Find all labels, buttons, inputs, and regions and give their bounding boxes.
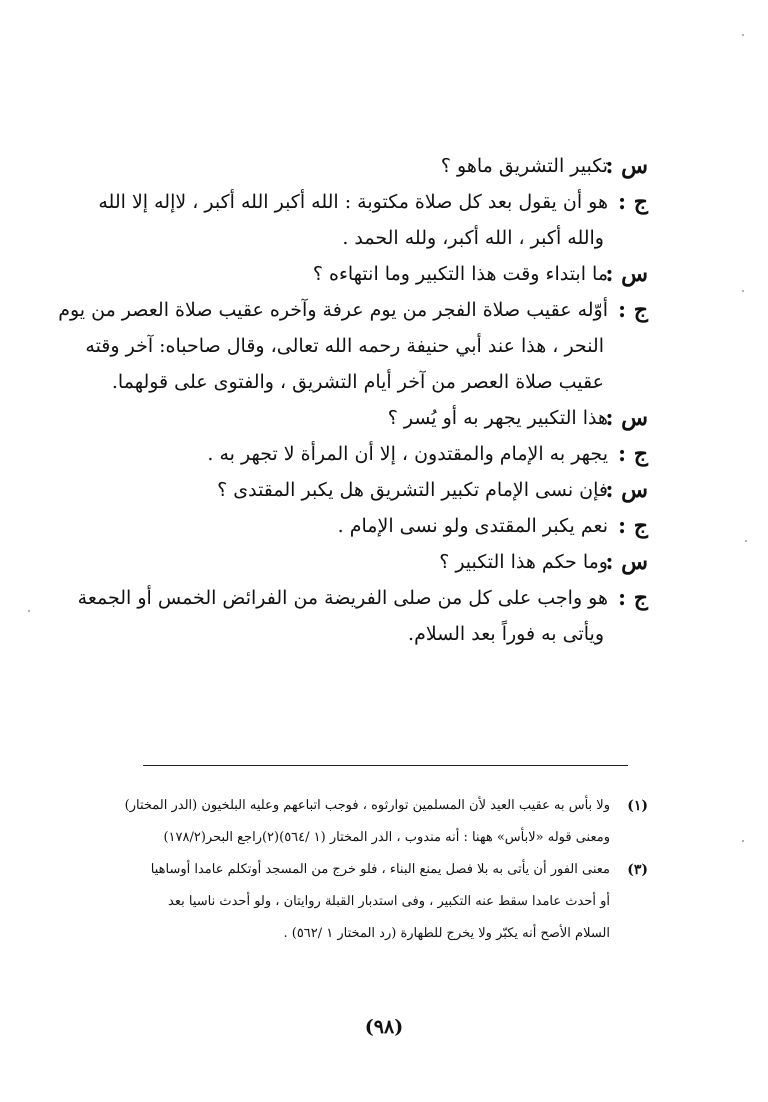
- footnote-text-line: ولا بأس به عقيب العيد لأن المسلمين توارثوه ، فوجب اتباعهم وعليه البلخيون (الدر المختار): [124, 798, 610, 813]
- question-text: ما ابتداء وقت هذا التكبير وما انتهاءه ؟: [312, 263, 608, 285]
- answer-item: [72, 184, 648, 256]
- question-marker: س :: [605, 477, 648, 503]
- answer-marker: ج :: [618, 585, 648, 611]
- question-item: [72, 256, 648, 292]
- answer-text-line: يجهر به الإمام والمقتدون ، إلا أن المرأة لا تجهر به .: [207, 443, 608, 465]
- question-marker: س :: [605, 153, 648, 179]
- question-text: فإن نسى الإمام تكبير التشريق هل يكبر المقتدى ؟: [217, 479, 608, 501]
- answer-text-line: هو واجب على كل من صلى الفريضة من الفرائض الخمس أو الجمعة: [77, 587, 608, 609]
- answer-marker: ج :: [618, 513, 648, 539]
- question-marker: س :: [605, 549, 648, 575]
- footnote-text-line: أو أحدث عامدا سقط عنه التكبير ، وفى استدبار القبلة روايتان ، ولو أحدث ناسيا بعد: [168, 894, 610, 909]
- question-marker: س :: [605, 405, 648, 431]
- question-text: هذا التكبير يجهر به أو يُسر ؟: [387, 407, 608, 429]
- answer-marker: ج :: [618, 189, 648, 215]
- answer-text-line: والله أكبر ، الله أكبر، ولله الحمد .: [342, 227, 604, 249]
- question-marker: س :: [605, 261, 648, 287]
- footnote-text-line: السلام الأصح أنه يكبّر ولا يخرج للطهارة (رد المختار ١ /٥٦٢) .: [283, 926, 610, 941]
- answer-text-line: نعم يكبر المقتدى ولو نسى الإمام .: [337, 515, 608, 537]
- scan-speck: [742, 840, 744, 842]
- footnote: [70, 854, 648, 950]
- footnote-text-line: ومعنى قوله «لابأس» ههنا : أنه مندوب ، الدر المختار (١ /٥٦٤)(٢)راجع البحر(١٧٨/٢): [163, 830, 610, 845]
- footnotes-section: [70, 790, 648, 950]
- answer-text-line: هو أن يقول بعد كل صلاة مكتوبة : الله أكبر الله أكبر ، لاإله إلا الله: [98, 191, 608, 213]
- answer-marker: ج :: [618, 441, 648, 467]
- question-text: وما حكم هذا التكبير ؟: [439, 551, 608, 573]
- footnote-divider: [143, 765, 628, 766]
- scan-speck: [745, 540, 747, 542]
- page-number: (٩٨): [364, 1016, 404, 1038]
- answer-text-line: ويأتى به فوراً بعد السلام.: [408, 623, 604, 645]
- scan-speck: [28, 610, 30, 612]
- scan-speck: [742, 290, 744, 292]
- answer-item: [72, 580, 648, 652]
- question-answer-section: [58, 148, 648, 652]
- question-item: [72, 544, 648, 580]
- question-text: تكبير التشريق ماهو ؟: [440, 155, 608, 177]
- answer-text-line: عقيب صلاة العصر من آخر أيام التشريق ، والفتوى على قولهما.: [111, 371, 604, 393]
- footnote: [70, 790, 648, 854]
- footnote-text-line: معنى الفور أن يأتى به بلا فصل يمنع البناء ، فلو خرج من المسجد أوتكلم عامدا أوساهيا: [150, 862, 610, 877]
- question-item: [72, 472, 648, 508]
- answer-text-line: أوّله عقيب صلاة الفجر من يوم عرفة وآخره عقيب صلاة العصر من يوم: [58, 299, 608, 321]
- scan-speck: [742, 34, 744, 36]
- footnote-number: (٣): [627, 862, 648, 878]
- question-item: [72, 148, 648, 184]
- answer-item: [72, 436, 648, 472]
- answer-marker: ج :: [618, 297, 648, 323]
- answer-text-line: النحر ، هذا عند أبي حنيفة رحمه الله تعالى، وقال صاحباه: آخر وقته: [85, 335, 604, 357]
- answer-item: [58, 292, 648, 400]
- question-item: [72, 400, 648, 436]
- answer-item: [72, 508, 648, 544]
- footnote-number: (١): [627, 798, 648, 814]
